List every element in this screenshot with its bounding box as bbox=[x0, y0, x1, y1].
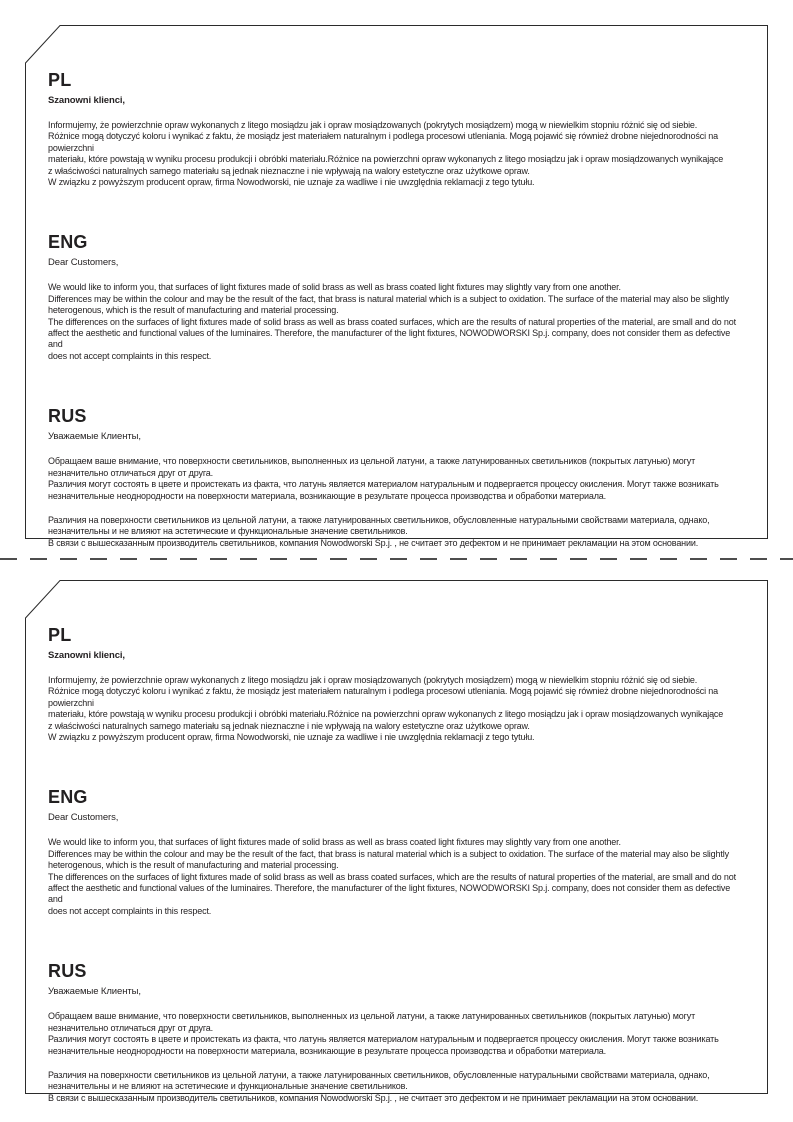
language-heading-pl: PL bbox=[48, 70, 72, 90]
section-eng bbox=[48, 232, 744, 362]
section-pl bbox=[48, 70, 744, 188]
text-line: heterogenous, which is the result of manufacturing and material processing. bbox=[48, 860, 339, 871]
section-eng bbox=[48, 787, 744, 917]
greeting-rus: Уважаемые Клиенты, bbox=[48, 431, 141, 443]
card-sections bbox=[48, 580, 744, 1104]
text-line: does not accept complaints in this respect. bbox=[48, 905, 212, 916]
notice-card-1 bbox=[25, 25, 768, 548]
text-line: W związku z powyższym producent opraw, firma Nowodworski, nie uznaje za wadliwe i nie uwzględnia reklamacji z tego tytułu. bbox=[48, 732, 535, 743]
text-line: незначительны и не влияют на эстетические и функциональные значение светильников. bbox=[48, 1081, 408, 1092]
text-line: The differences on the surfaces of light fixtures made of solid brass as well as brass coated surfaces, which are the results of natural properties of the material, are small and do not bbox=[48, 316, 736, 327]
card-sections bbox=[48, 25, 744, 549]
text-line: Обращаем ваше внимание, что поверхности светильников, выполненных из цельной латуни, а также латунированных светильников (покрытых латунью) могут bbox=[48, 1011, 696, 1022]
text-line: W związku z powyższym producent opraw, firma Nowodworski, nie uznaje za wadliwe i nie uwzględnia reklamacji z tego tytułu. bbox=[48, 177, 535, 188]
text-line: Informujemy, że powierzchnie opraw wykonanych z litego mosiądzu jak i opraw mosiądzowanych (pokrytych mosiądzem) mogą w niewielkim stopniu różnić się od siebie. bbox=[48, 675, 698, 685]
dashed-cut-line bbox=[0, 558, 793, 560]
greeting-pl: Szanowni klienci, bbox=[48, 95, 125, 106]
text-line: В связи с вышесказанным производитель светильников, компания Nowodworski Sp.j. , не считает это дефектом и не принимает рекламации на этом основании. bbox=[48, 537, 699, 548]
text-line: Различия могут состоять в цвете и проистекать из факта, что латунь является материалом натуральным и подвергается процессу окисления. Могут также возникать bbox=[48, 479, 719, 490]
text-line: affect the aesthetic and functional values of the luminaires. Therefore, the manufacturer of the light fixtures, NOWODWORSKI Sp.j. company, does not consider them as defective and bbox=[48, 883, 731, 905]
text-line: Differences may be within the colour and may be the result of the fact, that brass is natural material which is a subject to oxidation. The surface of the material may also be slightly bbox=[48, 293, 729, 304]
paragraph-eng-1 bbox=[48, 282, 744, 362]
greeting-pl: Szanowni klienci, bbox=[48, 650, 125, 661]
section-rus bbox=[48, 961, 744, 1104]
greeting-eng: Dear Customers, bbox=[48, 257, 119, 269]
text-line: The differences on the surfaces of light fixtures made of solid brass as well as brass coated surfaces, which are the results of natural properties of the material, are small and do not bbox=[48, 871, 736, 882]
language-heading-rus: RUS bbox=[48, 406, 87, 427]
text-line: Различия могут состоять в цвете и проистекать из факта, что латунь является материалом натуральным и подвергается процессу окисления. Могут также возникать bbox=[48, 1034, 719, 1045]
text-line: Различия на поверхности светильников из цельной латуни, а также латунированных светильников, обусловленные натуральными свойствами материала, однако, bbox=[48, 514, 710, 525]
paragraph-pl-1 bbox=[48, 120, 744, 188]
section-rus bbox=[48, 406, 744, 549]
section-pl bbox=[48, 625, 744, 743]
text-line: незначительные неоднородности на поверхности материала, возникающие в результате процесса производства и обработки материала. bbox=[48, 490, 607, 501]
paragraph-pl-1 bbox=[48, 675, 744, 743]
text-line: heterogenous, which is the result of manufacturing and material processing. bbox=[48, 305, 339, 316]
text-line: materiału, które powstają w wyniku procesu produkcji i obróbki materiału.Różnice na powierzchni opraw wykonanych z litego mosiądzu jak i opraw mosiądzowanych wynikające bbox=[48, 154, 724, 165]
notice-card-2 bbox=[25, 580, 768, 1103]
text-line: We would like to inform you, that surfaces of light fixtures made of solid brass as well as brass coated light fixtures may slightly vary from one another. bbox=[48, 282, 621, 293]
text-line: Różnice mogą dotyczyć koloru i wynikać z faktu, że mosiądz jest materiałem naturalnym i podlega procesowi utleniania. Mogą pojawić się również drobne niejednorodności na powierzchni bbox=[48, 686, 719, 708]
text-line: незначительно отличаться друг от друга. bbox=[48, 1022, 214, 1033]
text-line: We would like to inform you, that surfaces of light fixtures made of solid brass as well as brass coated light fixtures may slightly vary from one another. bbox=[48, 837, 621, 848]
paragraph-rus-2 bbox=[48, 515, 744, 549]
text-line: Различия на поверхности светильников из цельной латуни, а также латунированных светильников, обусловленные натуральными свойствами материала, однако, bbox=[48, 1069, 710, 1080]
greeting-eng: Dear Customers, bbox=[48, 812, 119, 824]
text-line: Różnice mogą dotyczyć koloru i wynikać z faktu, że mosiądz jest materiałem naturalnym i podlega procesowi utleniania. Mogą pojawić się również drobne niejednorodności na powierzchni bbox=[48, 131, 719, 153]
paragraph-rus-2 bbox=[48, 1070, 744, 1104]
text-line: Обращаем ваше внимание, что поверхности светильников, выполненных из цельной латуни, а также латунированных светильников (покрытых латунью) могут bbox=[48, 456, 696, 467]
language-heading-eng: ENG bbox=[48, 787, 88, 808]
language-heading-pl: PL bbox=[48, 625, 72, 645]
text-line: В связи с вышесказанным производитель светильников, компания Nowodworski Sp.j. , не считает это дефектом и не принимает рекламации на этом основании. bbox=[48, 1092, 699, 1103]
text-line: materiału, które powstają w wyniku procesu produkcji i obróbki materiału.Różnice na powierzchni opraw wykonanych z litego mosiądzu jak i opraw mosiądzowanych wynikające bbox=[48, 709, 724, 720]
text-line: z właściwości naturalnych samego materiału są jednak nieznaczne i nie wpływają na walory estetyczne oraz użytkowe opraw. bbox=[48, 720, 530, 731]
text-line: z właściwości naturalnych samego materiału są jednak nieznaczne i nie wpływają na walory estetyczne oraz użytkowe opraw. bbox=[48, 165, 530, 176]
paragraph-rus-1 bbox=[48, 456, 744, 502]
language-heading-rus: RUS bbox=[48, 961, 87, 982]
text-line: незначительные неоднородности на поверхности материала, возникающие в результате процесса производства и обработки материала. bbox=[48, 1045, 607, 1056]
text-line: Informujemy, że powierzchnie opraw wykonanych z litego mosiądzu jak i opraw mosiądzowanych (pokrytych mosiądzem) mogą w niewielkim stopniu różnić się od siebie. bbox=[48, 120, 698, 130]
language-heading-eng: ENG bbox=[48, 232, 88, 253]
greeting-rus: Уважаемые Клиенты, bbox=[48, 986, 141, 998]
text-line: does not accept complaints in this respect. bbox=[48, 350, 212, 361]
text-line: незначительно отличаться друг от друга. bbox=[48, 467, 214, 478]
text-line: незначительны и не влияют на эстетические и функциональные значение светильников. bbox=[48, 526, 408, 537]
text-line: Differences may be within the colour and may be the result of the fact, that brass is natural material which is a subject to oxidation. The surface of the material may also be slightly bbox=[48, 848, 729, 859]
text-line: affect the aesthetic and functional values of the luminaires. Therefore, the manufacturer of the light fixtures, NOWODWORSKI Sp.j. company, does not consider them as defective and bbox=[48, 328, 731, 350]
paragraph-eng-1 bbox=[48, 837, 744, 917]
paragraph-rus-1 bbox=[48, 1011, 744, 1057]
